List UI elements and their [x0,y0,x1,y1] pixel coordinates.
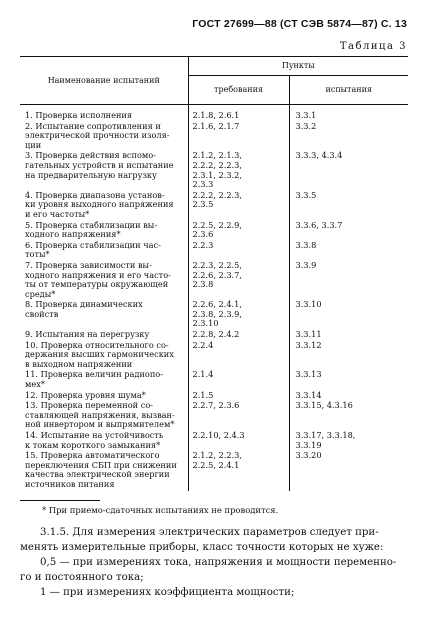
table-row [20,122,408,152]
cell-line: 3.3.9 [295,259,317,270]
requirement-clause-cell [188,122,289,152]
cell-line: 2. Испытание сопротивления и [25,120,161,131]
cell-line: 3.3.10 [295,299,322,310]
cell-line: мех* [25,379,45,390]
cell-line: 2.2.3, 2.2.5, [192,259,242,270]
test-clause-cell [289,300,408,330]
paragraph-accuracy-class [20,555,410,585]
column-header-group: Пункты [188,57,408,76]
test-name-cell [20,300,188,330]
cell-line: 3.3.14 [295,389,322,400]
cell-line: электрической прочности изоля- [25,130,170,141]
test-name-cell [20,122,188,152]
paragraph-line: 3.1.5. Для измерения электрических параметров следует при- [40,527,379,538]
test-clause-cell [289,370,408,390]
paragraph-line: 1 — при измерениях коэффициента мощности; [40,587,295,598]
test-name-cell [20,341,188,371]
test-name-cell [20,151,188,190]
cell-line: и его частоты* [25,208,90,219]
test-clause-cell [289,122,408,152]
test-clause-cell [289,105,408,122]
cell-line: держания высших гармонических [25,349,174,360]
cell-line: 3.3.11 [295,329,322,340]
cell-line: 7. Проверка зависимости вы- [25,259,152,270]
cell-line: 2.2.10, 2.4.3 [192,430,245,440]
column-header-name: Наименование испытаний [20,57,188,105]
table-row [20,221,408,241]
tests-table [20,56,408,491]
cell-line: гательных устройств и испытание [25,159,174,170]
test-name-cell [20,191,188,221]
cell-line: качества электрической энергии [25,469,170,480]
cell-line: 2.2.4 [192,339,214,350]
cell-line: переключения СБП при снижении [25,459,177,470]
table-row [20,105,408,122]
cell-line: 2.2.6, 2.3.7, [192,269,242,280]
test-clause-cell [289,221,408,241]
cell-line: 3.3.20 [295,450,322,461]
cell-line: 3.3.3, 4.3.4 [295,150,343,161]
test-name-cell [20,401,188,431]
cell-line: 2.1.4 [192,369,214,380]
cell-line: 3.3.19 [295,439,322,450]
cell-line: 12. Проверка уровня шума* [25,389,146,400]
cell-line: 2.3.3 [192,179,214,190]
requirement-clause-cell [188,341,289,371]
cell-line: ки уровня выходного напряжения [25,199,174,210]
table-row [20,241,408,261]
footnote-separator [20,500,100,501]
table-row [20,341,408,371]
table-row [20,300,408,330]
cell-line: 14. Испытание на устойчивость [25,430,164,440]
paragraph-line: го и постоянного тока; [20,572,144,583]
cell-line: 3.3.5 [295,189,317,200]
cell-line: 2.3.8, 2.3.9, [192,308,242,319]
cell-line: 2.3.6 [192,229,214,240]
cell-line: 2.2.2, 2.2.3, [192,189,242,200]
cell-line: 10. Проверка относительного со- [25,339,169,350]
cell-line: ты от температуры окружающей [25,279,169,290]
cell-line: 2.3.1, 2.3.2, [192,169,242,180]
requirement-clause-cell [188,451,289,490]
cell-line: на предварительную нагрузку [25,169,157,180]
table-row [20,370,408,390]
test-clause-cell [289,341,408,371]
test-name-cell [20,221,188,241]
table-row [20,151,408,190]
cell-line: свойств [25,308,59,319]
requirement-clause-cell [188,401,289,431]
footnote: * При приемо-сдаточных испытаниях не проводится. [42,505,279,515]
cell-line: 3. Проверка действия вспомо- [25,150,156,161]
cell-line: 3.3.2 [295,120,317,131]
test-clause-cell [289,191,408,221]
cell-line: 5. Проверка стабилизации вы- [25,219,158,230]
cell-line: 2.2.2, 2.2.3, [192,159,242,170]
cell-line: 9. Испытания на перегрузку [25,329,150,340]
table-row [20,401,408,431]
test-name-cell [20,431,188,451]
cell-line: 3.3.8 [295,239,317,250]
cell-line: 2.3.5 [192,199,214,210]
cell-line: 4. Проверка диапазона установ- [25,189,165,200]
requirement-clause-cell [188,151,289,190]
requirement-clause-cell [188,221,289,241]
requirement-clause-cell [188,191,289,221]
cell-line: 2.2.3 [192,239,214,250]
test-name-cell [20,105,188,122]
cell-line: 2.2.5, 2.4.1 [192,459,240,470]
cell-line: в выходном напряжении [25,358,133,369]
paragraph-line: менять измерительные приборы, класс точности которых не хуже: [20,542,384,553]
cell-line: 2.1.6, 2.1.7 [192,120,240,131]
requirement-clause-cell [188,431,289,451]
requirement-clause-cell [188,261,289,300]
cell-line: 3.3.6, 3.3.7 [295,219,343,230]
test-clause-cell [289,401,408,431]
cell-line: ходного напряжения* [25,229,121,240]
table-body [20,105,408,491]
cell-line: 2.2.7, 2.3.6 [192,400,240,411]
test-name-cell [20,451,188,490]
cell-line: 3.3.17, 3.3.18, [295,430,356,440]
cell-line: 11. Проверка величин радиопо- [25,369,163,380]
test-name-cell [20,370,188,390]
cell-line: 2.1.8, 2.6.1 [192,110,240,120]
requirement-clause-cell [188,370,289,390]
cell-line: 2.3.8 [192,279,214,290]
cell-line: 2.1.2, 2.2.3, [192,450,242,461]
test-name-cell [20,241,188,261]
cell-line: 8. Проверка динамических [25,299,143,310]
cell-line: 2.2.8, 2.4.2 [192,329,240,340]
test-clause-cell [289,241,408,261]
test-clause-cell [289,451,408,490]
paragraph-power-factor [20,585,410,600]
cell-line: 2.2.6, 2.4.1, [192,299,242,310]
cell-line: ной инвертором и выпрямителем* [25,419,175,430]
column-header-tests: испытания [289,76,408,105]
cell-line: 2.2.5, 2.2.9, [192,219,242,230]
cell-line: 3.3.15, 4.3.16 [295,400,353,411]
page-header: ГОСТ 27699—88 (СТ СЭВ 5874—87) С. 13 [192,18,407,30]
test-name-cell [20,261,188,300]
column-header-requirements: требования [188,76,289,105]
cell-line: 3.3.13 [295,369,322,380]
table-row [20,261,408,300]
cell-line: 2.1.5 [192,389,214,400]
cell-line: 15. Проверка автоматического [25,450,160,461]
cell-line: 3.3.1 [295,110,317,120]
cell-line: 1. Проверка исполнения [25,110,133,120]
cell-line: ходного напряжения и его часто- [25,269,171,280]
cell-line: 13. Проверка переменной со- [25,400,154,411]
test-clause-cell [289,151,408,190]
cell-line: ции [25,139,42,150]
cell-line: среды* [25,288,56,299]
cell-line: источников питания [25,478,115,489]
paragraph-line: 0,5 — при измерениях тока, напряжения и мощности переменно- [40,557,397,568]
requirement-clause-cell [188,241,289,261]
table-caption: Таблица 3 [339,41,407,52]
test-clause-cell [289,261,408,300]
cell-line: 2.3.10 [192,318,219,329]
requirement-clause-cell [188,300,289,330]
cell-line: 3.3.12 [295,339,322,350]
cell-line: тоты* [25,249,50,260]
paragraph-3-1-5 [20,525,410,555]
cell-line: ставляющей напряжения, вызван- [25,409,175,420]
test-clause-cell [289,431,408,451]
cell-line: 6. Проверка стабилизации час- [25,239,161,250]
table-row [20,431,408,451]
requirement-clause-cell [188,105,289,122]
table-row [20,451,408,490]
cell-line: 2.1.2, 2.1.3, [192,150,242,161]
cell-line: к токам короткого замыкания* [25,439,161,450]
table-row [20,191,408,221]
